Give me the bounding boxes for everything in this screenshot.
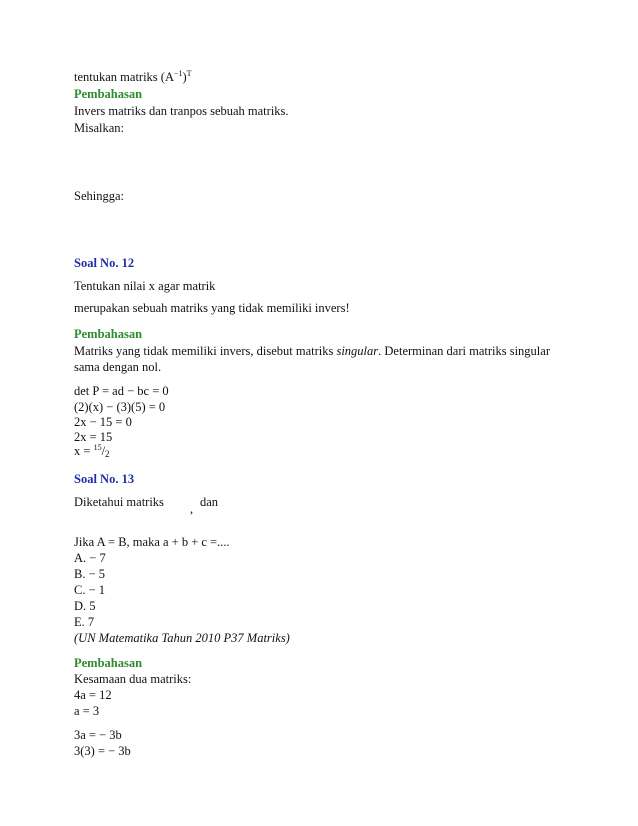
soal-13-dan: dan [200, 495, 219, 509]
soal-12-question-1: Tentukan nilai x agar matrik [74, 279, 216, 293]
soal-13-question-1: Diketahui matriks [74, 495, 164, 509]
pembahasan-heading-1: Pembahasan [74, 87, 143, 101]
solution-line-1: Kesamaan dua matriks: [74, 672, 192, 686]
option-a: A. − 7 [74, 551, 106, 565]
soal-12-title: Soal No. 12 [74, 256, 135, 270]
transpose-exponent: T [186, 69, 192, 78]
closing-paren: ) [182, 70, 187, 84]
equation-4: 2x = 15 [74, 430, 113, 444]
soal-13-title: Soal No. 13 [74, 472, 135, 486]
sehingga-label: Sehingga: [74, 189, 124, 203]
singular-explanation [74, 343, 550, 359]
equation-1: det P = ad − bc = 0 [74, 384, 169, 398]
fraction-slash: / [101, 444, 106, 458]
soal-12-question-2: merupakan sebuah matriks yang tidak memiliki invers! [74, 301, 350, 315]
soal-13-comma: , [190, 502, 194, 516]
source-citation: (UN Matematika Tahun 2010 P37 Matriks) [74, 631, 290, 645]
solution-line-4: 3a = − 3b [74, 728, 122, 742]
solution-line-5: 3(3) = − 3b [74, 744, 131, 758]
question-text: tentukan matriks (A [74, 70, 174, 84]
question-transpose-inverse [74, 69, 192, 85]
pembahasan-heading-2: Pembahasan [74, 327, 143, 341]
option-c: C. − 1 [74, 583, 106, 597]
equation-3: 2x − 15 = 0 [74, 415, 132, 429]
option-b: B. − 5 [74, 567, 106, 581]
fraction-denominator: 2 [105, 449, 110, 459]
soal-13-question-2: Jika A = B, maka a + b + c =.... [74, 535, 230, 549]
option-d: D. 5 [74, 599, 96, 613]
misalkan-label: Misalkan: [74, 121, 124, 135]
option-e: E. 7 [74, 615, 95, 629]
inverse-exponent: −1 [173, 69, 183, 78]
solution-line-3: a = 3 [74, 704, 100, 718]
singular-term: singular [336, 344, 379, 358]
solution-line-2: 4a = 12 [74, 688, 112, 702]
singular-text-pre: Matriks yang tidak memiliki invers, disebut matriks [74, 344, 337, 358]
singular-explanation-2: sama dengan nol. [74, 360, 162, 374]
singular-text-post: . Determinan dari matriks singular [378, 344, 550, 358]
fraction-numerator: 15 [93, 443, 102, 452]
equation-2: (2)(x) − (3)(5) = 0 [74, 400, 166, 414]
explanation-line: Invers matriks dan tranpos sebuah matriks. [74, 104, 289, 118]
pembahasan-heading-3: Pembahasan [74, 656, 143, 670]
equation-5-lhs: x = [74, 444, 94, 458]
equation-5 [74, 443, 110, 460]
